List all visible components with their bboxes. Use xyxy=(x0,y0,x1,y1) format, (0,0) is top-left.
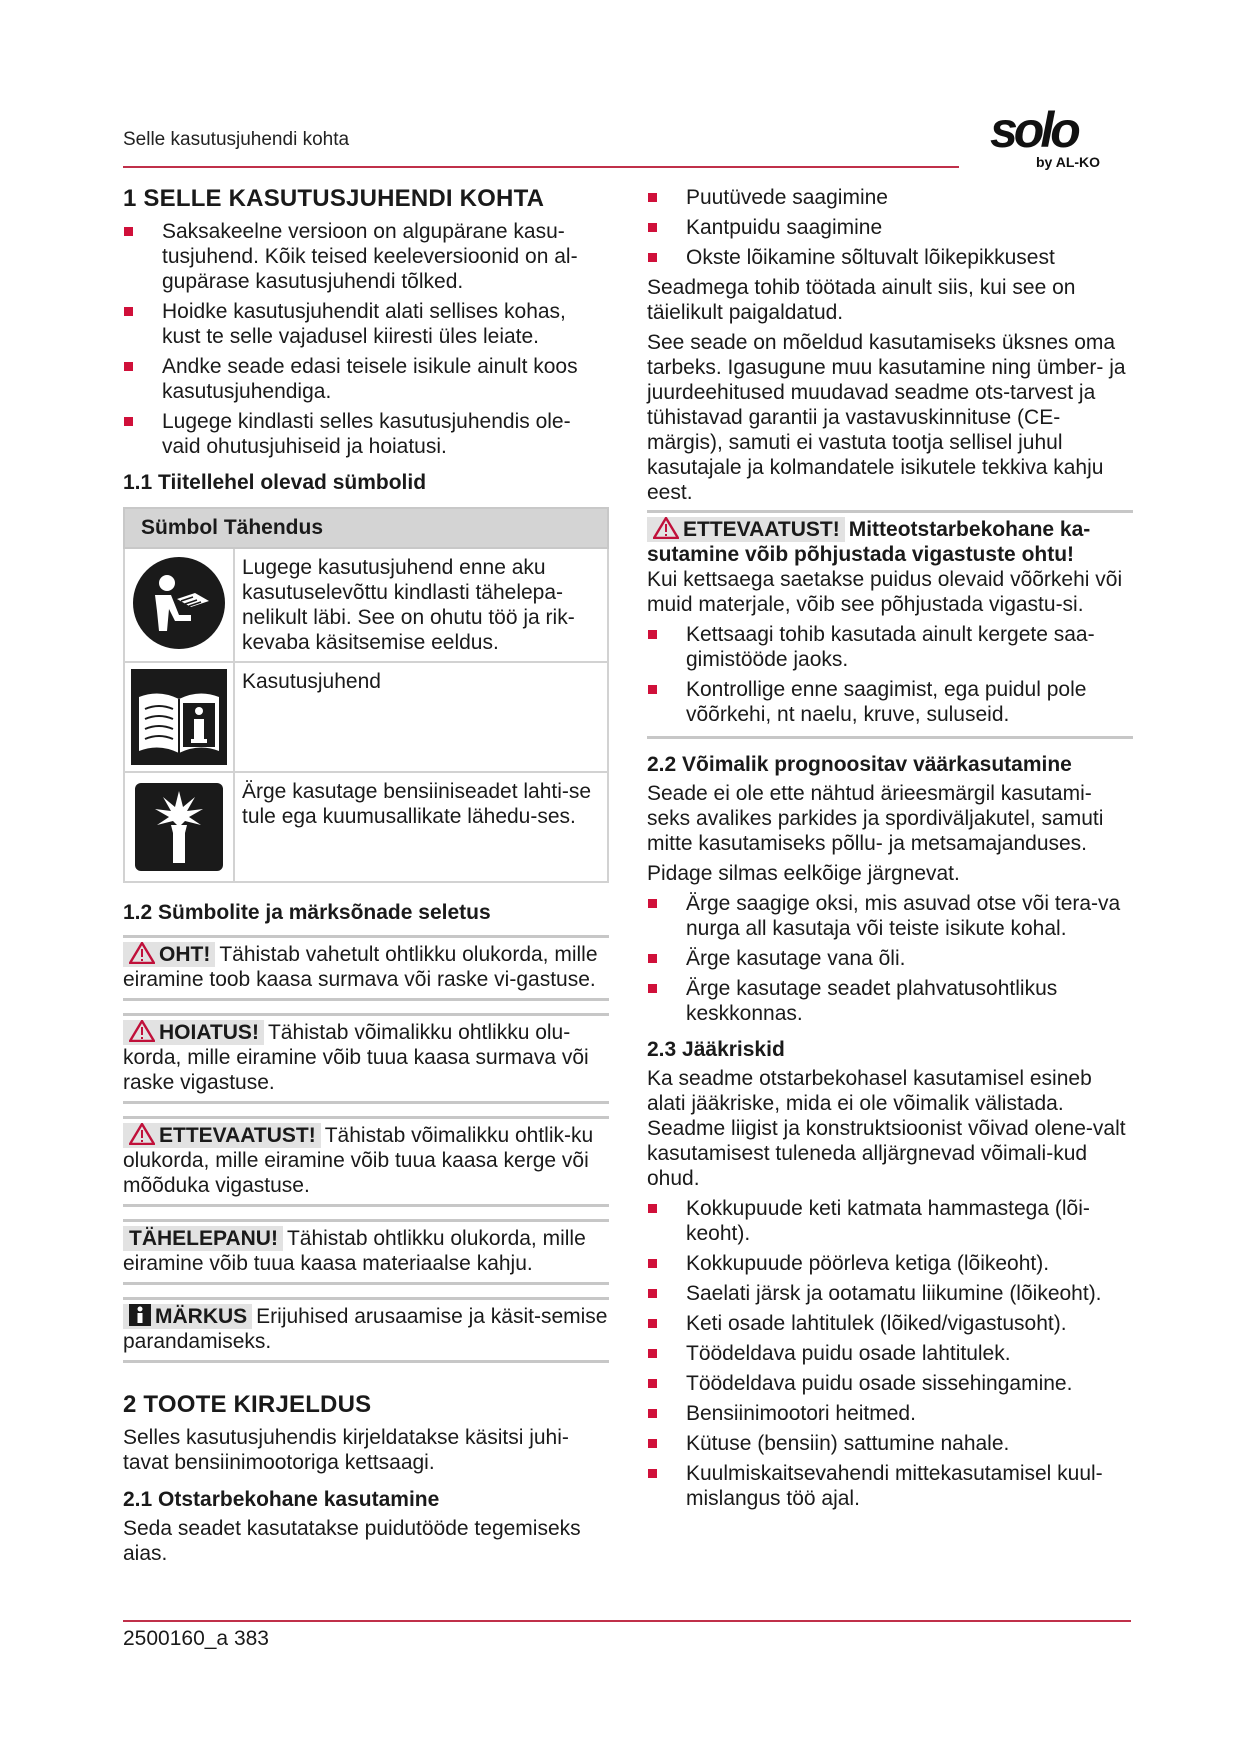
list-item: Ärge kasutage seadet plahvatusohtlikus keskkonnas. xyxy=(647,976,1133,1026)
paragraph: Ka seadme otstarbekohasel kasutamisel esineb alati jääkriske, mida ei ole võimalik välistada. Seadme liigist ja konstruktsioonist võivad olene-valt kasutamisest tuleneda alljärgnevad võimali-kud ohud. xyxy=(647,1067,1126,1190)
read-manual-icon xyxy=(131,555,227,651)
symbol-table xyxy=(123,507,609,883)
list-item: Ärge kasutage vana õli. xyxy=(647,946,1133,971)
section-2-3-title: 2.3 Jääkriskid xyxy=(647,1038,785,1061)
list-item: Kuulmiskaitsevahendi mittekasutamisel kuul-mislangus töö ajal. xyxy=(647,1461,1133,1511)
page-footer: 2500160_a 383 xyxy=(123,1627,269,1650)
bullet-square-icon xyxy=(124,307,133,316)
section-2-1-intro: Seda seadet kasutatakse puidutööde tegemiseks aias. xyxy=(123,1517,581,1565)
hazard-label: ETTEVAATUST! xyxy=(123,1123,321,1148)
list-item: Puutüvede saagimine xyxy=(647,185,1133,210)
warning-triangle-icon xyxy=(653,517,679,539)
brand-logo xyxy=(990,105,1110,175)
list-item: Hoidke kasutusjuhendit alati sellises kohas, kust te selle vajadusel kiiresti üles leiate. xyxy=(123,299,609,349)
section-2-1-title: 2.1 Otstarbekohane kasutamine xyxy=(123,1488,440,1511)
list-item: Kütuse (bensiin) sattumine nahale. xyxy=(647,1431,1133,1456)
footer-rule xyxy=(123,1620,1131,1622)
section-1-1-title: 1.1 Tiitellehel olevad sümbolid xyxy=(123,471,427,494)
hazard-label: ETTEVAATUST! xyxy=(647,517,845,542)
bullet-square-icon xyxy=(124,362,133,371)
hazard-note-danger: OHT! Tähistab vahetult ohtlikku olukorda, mille eiramine toob kaasa surmava või raske vi-gastuse. xyxy=(123,935,609,1001)
hazard-note-notice: TÄHELEPANU! Tähistab ohtlikku olukorda, mille eiramine võib tuua kaasa materiaalse kahju. xyxy=(123,1219,609,1285)
section-2-2-title: 2.2 Võimalik prognoositav väärkasutamine xyxy=(647,753,1072,776)
warning-triangle-icon xyxy=(129,1123,155,1145)
warning-triangle-icon xyxy=(129,942,155,964)
list-item: Töödeldava puidu osade sissehingamine. xyxy=(647,1371,1133,1396)
paragraph: See seade on mõeldud kasutamiseks üksnes oma tarbeks. Igasugune muu kasutamine ning ümber- ja juurdeehitused muudavad seadme ots-tarvest ja tühistavad garantii ja vastavuskinnituse (CE-märgis), samuti ei vastuta tootja sellisel juhul kasutajale ja kolmandatele isikutele tekkiva kahju eest. xyxy=(647,331,1126,504)
list-item: Okste lõikamine sõltuvalt lõikepikkusest xyxy=(647,245,1133,270)
symbol-table-header: Sümbol Tähendus xyxy=(124,508,608,548)
left-column xyxy=(123,185,609,1571)
warning-triangle-icon xyxy=(129,1020,155,1042)
residual-risk-bullets xyxy=(647,1196,1133,1511)
hazard-note-info: MÄRKUS Erijuhised arusaamise ja käsit-semise parandamiseks. xyxy=(123,1297,609,1363)
symbol-description: Kasutusjuhend xyxy=(234,662,608,772)
logo-subtext: by AL-KO xyxy=(1036,154,1101,170)
bullet-square-icon xyxy=(648,954,657,963)
bullet-square-icon xyxy=(648,685,657,694)
manual-info-icon xyxy=(131,669,227,765)
bullet-square-icon xyxy=(648,1319,657,1328)
bullet-square-icon xyxy=(648,223,657,232)
bullet-square-icon xyxy=(648,899,657,908)
hazard-note-warning: HOIATUS! Tähistab võimalikku ohtlikku olu-korda, mille eiramine võib tuua kaasa surmava või raske vigastuse. xyxy=(123,1013,609,1104)
list-item: Kokkupuude keti katmata hammastega (lõi-keoht). xyxy=(647,1196,1133,1246)
bullet-square-icon xyxy=(648,1204,657,1213)
bullet-square-icon xyxy=(648,984,657,993)
right-column xyxy=(647,185,1133,1523)
paragraph: Seade ei ole ette nähtud ärieesmärgil kasutami-seks avalikes parkides ja spordiväljakutel, samuti mitte kasutamiseks põllu- ja metsamajanduses. xyxy=(647,782,1104,855)
list-item: Saelati järsk ja ootamatu liikumine (lõikeoht). xyxy=(647,1281,1133,1306)
section-1-title: 1 SELLE KASUTUSJUHENDI KOHTA xyxy=(123,185,545,212)
section-1-bullets xyxy=(123,219,609,459)
caution-text: Kui kettsaega saetakse puidus olevaid võõrkehi või muid materjale, võib see põhjustada vigastu-si. xyxy=(647,568,1123,616)
hazard-note-caution: ETTEVAATUST! Tähistab võimalikku ohtlik-ku olukorda, mille eiramine võib tuua kaasa kerge või mõõduka vigastuse. xyxy=(123,1116,609,1207)
table-row xyxy=(124,548,608,662)
symbol-description: Lugege kasutusjuhend enne aku kasutuselevõttu kindlasti tähelepa-nelikult läbi. See on ohutu töö ja rik-kevaba käsitsemise eeldus. xyxy=(234,548,608,662)
bullet-square-icon xyxy=(648,1289,657,1298)
hazard-label: TÄHELEPANU! xyxy=(123,1226,283,1251)
no-open-flame-icon xyxy=(131,779,227,875)
bullet-square-icon xyxy=(648,1379,657,1388)
list-item: Andke seade edasi teisele isikule ainult koos kasutusjuhendiga. xyxy=(123,354,609,404)
hazard-label: MÄRKUS xyxy=(123,1304,252,1329)
list-item: Lugege kindlasti selles kasutusjuhendis ole-vaid ohutusjuhiseid ja hoiatusi. xyxy=(123,409,609,459)
misuse-bullets xyxy=(647,891,1133,1026)
list-item: Keti osade lahtitulek (lõiked/vigastusoht). xyxy=(647,1311,1133,1336)
running-header: Selle kasutusjuhendi kohta xyxy=(123,129,350,150)
bullet-square-icon xyxy=(648,1409,657,1418)
bullet-square-icon xyxy=(648,253,657,262)
list-item: Kontrollige enne saagimist, ega puidul pole võõrkehi, nt naelu, kruve, suluseid. xyxy=(647,677,1133,727)
section-2-intro: Selles kasutusjuhendis kirjeldatakse käsitsi juhi-tavat bensiinimootoriga kettsaagi. xyxy=(123,1426,569,1474)
caution-bullets xyxy=(647,622,1133,727)
bullet-square-icon xyxy=(124,227,133,236)
bullet-square-icon xyxy=(648,1349,657,1358)
bullet-square-icon xyxy=(648,1439,657,1448)
logo-wordmark: solo xyxy=(990,105,1077,158)
header-rule xyxy=(123,166,959,168)
list-item: Kettsaagi tohib kasutada ainult kergete saa-gimistööde jaoks. xyxy=(647,622,1133,672)
section-1-2-title: 1.2 Sümbolite ja märksõnade seletus xyxy=(123,901,491,924)
hazard-label: HOIATUS! xyxy=(123,1020,264,1045)
symbol-description: Ärge kasutage bensiiniseadet lahti-se tule ega kuumusallikate lähedu-ses. xyxy=(234,772,608,882)
caution-title: Mitteotstarbekohane ka-sutamine võib põhjustada vigastuste ohtu! xyxy=(647,518,1091,566)
bullet-square-icon xyxy=(648,1469,657,1478)
hazard-label: OHT! xyxy=(123,942,215,967)
info-icon xyxy=(129,1304,151,1326)
table-row xyxy=(124,662,608,772)
intended-use-bullets xyxy=(647,185,1133,270)
list-item: Ärge saagige oksi, mis asuvad otse või tera-va nurga all kasutaja või teiste isikute kohal. xyxy=(647,891,1133,941)
list-item: Bensiinimootori heitmed. xyxy=(647,1401,1133,1426)
list-item: Töödeldava puidu osade lahtitulek. xyxy=(647,1341,1133,1366)
section-2-title: 2 TOOTE KIRJELDUS xyxy=(123,1391,372,1418)
paragraph: Seadmega tohib töötada ainult siis, kui see on täielikult paigaldatud. xyxy=(647,276,1076,324)
list-item: Saksakeelne versioon on algupärane kasu-tusjuhend. Kõik teised keeleversioonid on al-gupärase kasutusjuhendi tõlked. xyxy=(123,219,609,294)
bullet-square-icon xyxy=(124,417,133,426)
list-item: Kantpuidu saagimine xyxy=(647,215,1133,240)
list-item: Kokkupuude pöörleva ketiga (lõikeoht). xyxy=(647,1251,1133,1276)
paragraph: Pidage silmas eelkõige järgnevat. xyxy=(647,862,960,885)
bullet-square-icon xyxy=(648,630,657,639)
caution-box xyxy=(647,510,1133,739)
bullet-square-icon xyxy=(648,193,657,202)
bullet-square-icon xyxy=(648,1259,657,1268)
table-row xyxy=(124,772,608,882)
